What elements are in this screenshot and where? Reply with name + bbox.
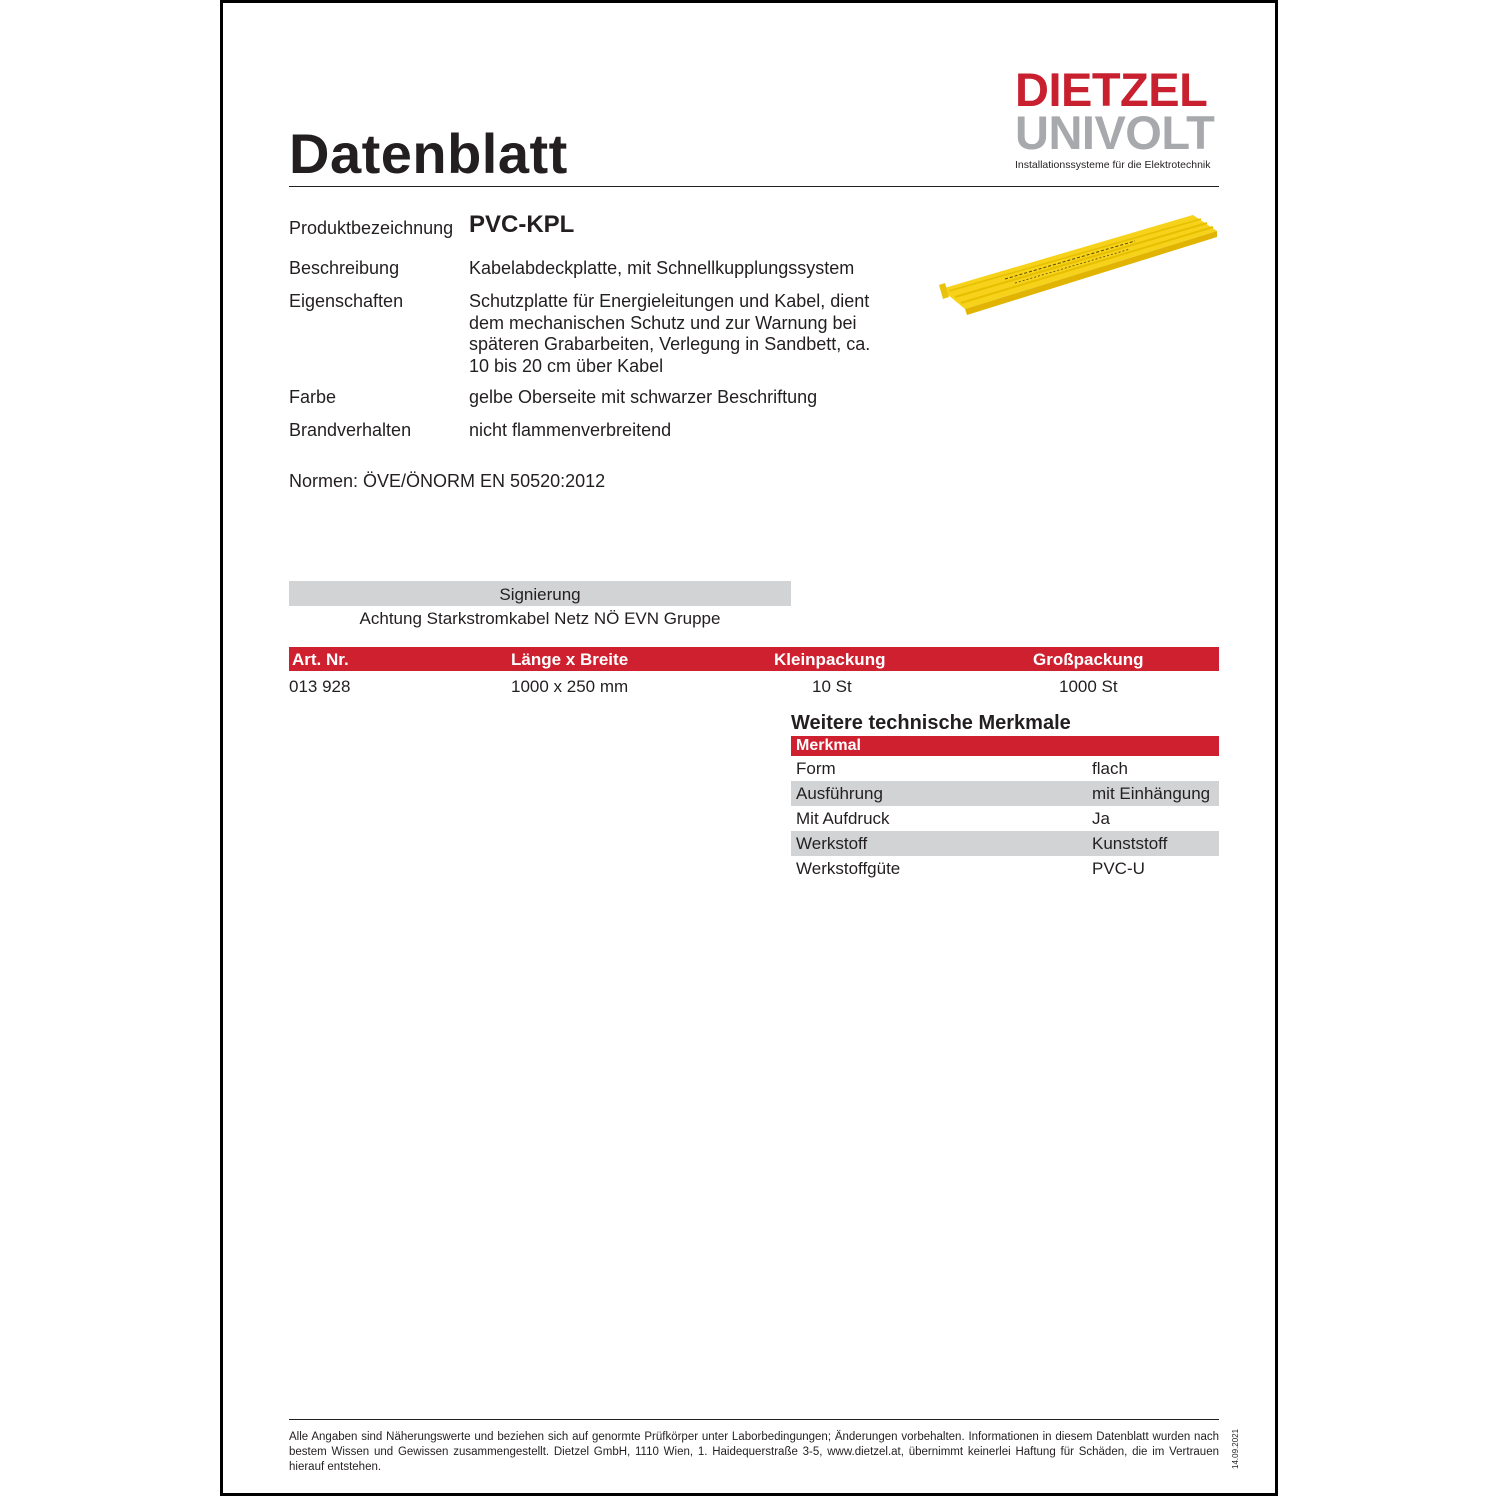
article-table-header <box>289 647 1219 671</box>
cell-kleinpackung: 10 St <box>812 677 852 696</box>
value-beschreibung: Kabelabdeckplatte, mit Schnellkupplungssystem <box>469 258 855 278</box>
page-title: Datenblatt <box>289 122 568 185</box>
header-divider <box>289 186 1219 187</box>
value-eigenschaften: Schutzplatte für Energieleitungen und Kabel, dient dem mechanischen Schutz und zur Warnung bei späteren Grabarbeiten, Verlegung in Sandbett, ca. 10 bis 20 cm über Kabel <box>469 291 871 376</box>
col-laenge-breite: Länge x Breite <box>511 650 629 669</box>
feature-value: PVC-U <box>1092 859 1145 878</box>
tech-features-title: Weitere technische Merkmale <box>791 712 1071 734</box>
feature-key: Werkstoff <box>796 834 868 853</box>
table-row <box>791 831 1219 856</box>
footer-divider <box>289 1419 1219 1420</box>
logo-line-dietzel: DIETZEL <box>1015 63 1208 116</box>
feature-key: Mit Aufdruck <box>796 809 890 828</box>
tech-features-header <box>791 736 1219 756</box>
value-farbe: gelbe Oberseite mit schwarzer Beschriftung <box>469 387 818 407</box>
label-produktbezeichnung: Produktbezeichnung <box>289 218 454 238</box>
col-art-nr: Art. Nr. <box>292 650 349 669</box>
norms-line <box>289 471 605 492</box>
cell-art-nr: 013 928 <box>289 677 351 696</box>
document-date: 14.09.2021 <box>1231 1428 1240 1469</box>
norms-value: ÖVE/ÖNORM EN 50520:2012 <box>363 471 606 491</box>
table-row <box>791 856 1219 881</box>
label-farbe: Farbe <box>289 387 337 407</box>
signierung-header: Signierung <box>289 581 791 606</box>
label-brandverhalten: Brandverhalten <box>289 420 412 440</box>
product-image <box>935 203 1219 338</box>
cable-cover-plate-icon <box>935 203 1219 333</box>
col-kleinpackung: Kleinpackung <box>774 650 886 669</box>
value-produktbezeichnung: PVC-KPL <box>469 211 575 238</box>
label-beschreibung: Beschreibung <box>289 258 400 278</box>
norms-label: Normen: <box>289 471 359 491</box>
feature-key: Ausführung <box>796 784 883 803</box>
label-eigenschaften: Eigenschaften <box>289 291 404 311</box>
feature-key: Werkstoffgüte <box>796 859 901 878</box>
footer-disclaimer: Alle Angaben sind Näherungswerte und beziehen sich auf genormte Prüfkörper unter Laborbedingungen; Änderungen vorbehalten. Informationen in diesem Datenblatt wurden nach bestem Wissen und Gewissen zusammengestellt. Dietzel GmbH, 1110 Wien, 1. Haidequerstraße 3-5, www.dietzel.at, übernimmt keinerlei Haftung für Schäden, die im Vertrauen hierauf entstehen. <box>289 1431 1219 1474</box>
value-brandverhalten: nicht flammenverbreitend <box>469 420 672 440</box>
logo-line-univolt: UNIVOLT <box>1015 106 1215 159</box>
col-grosspackung: Großpackung <box>1033 650 1144 669</box>
feature-value: Kunststoff <box>1092 834 1168 853</box>
cell-grosspackung: 1000 St <box>1059 677 1118 696</box>
logo-tagline: Installationssysteme für die Elektrotechnik <box>1015 159 1211 171</box>
feature-value: flach <box>1092 759 1128 778</box>
datasheet-page <box>220 0 1278 1496</box>
company-logo <box>1015 63 1220 171</box>
feature-value: Ja <box>1092 809 1110 828</box>
col-merkmal: Merkmal <box>796 737 861 754</box>
table-row <box>289 674 1219 698</box>
table-row <box>791 806 1219 831</box>
cell-laenge-breite: 1000 x 250 mm <box>511 677 629 696</box>
feature-key: Form <box>796 759 836 778</box>
signierung-text: Achtung Starkstromkabel Netz NÖ EVN Gruppe <box>359 609 721 628</box>
feature-value: mit Einhängung <box>1092 784 1211 803</box>
table-row <box>791 756 1219 781</box>
table-row <box>791 781 1219 806</box>
